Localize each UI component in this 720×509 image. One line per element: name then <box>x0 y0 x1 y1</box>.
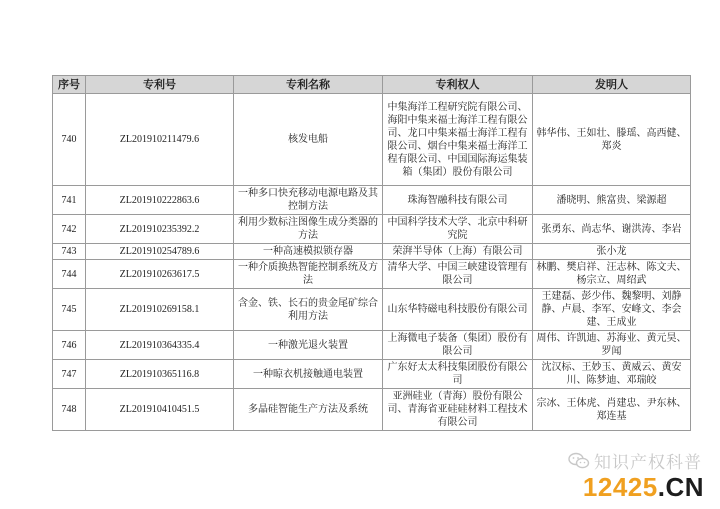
cell-patent-name: 一种高速模拟锁存器 <box>234 244 383 260</box>
cell-inventors: 张小龙 <box>533 244 691 260</box>
table-row <box>53 331 691 360</box>
header-owner: 专利权人 <box>383 76 533 94</box>
cell-inventors: 宗冰、王体虎、肖建忠、尹东林、郑连基 <box>533 389 691 431</box>
cell-patent-no: ZL201910263617.5 <box>86 260 234 289</box>
cell-patent-name: 一种多口快充移动电源电路及其控制方法 <box>234 186 383 215</box>
cell-inventors: 韩华伟、王如壮、滕瑶、高西健、郑炎 <box>533 94 691 186</box>
site-logo-number: 12425 <box>582 472 658 502</box>
cell-owner: 亚洲硅业（青海）股份有限公司、青海省亚硅硅材料工程技术有限公司 <box>383 389 533 431</box>
table-row <box>53 389 691 431</box>
cell-inventors: 王建磊、彭少伟、魏黎明、刘静静、卢晨、李军、安峰文、李会建、王成业 <box>533 289 691 331</box>
cell-owner: 广东好太太科技集团股份有限公司 <box>383 360 533 389</box>
cell-owner: 山东华特磁电科技股份有限公司 <box>383 289 533 331</box>
cell-patent-no: ZL201910364335.4 <box>86 331 234 360</box>
cell-index: 740 <box>53 94 86 186</box>
cell-owner: 珠海智融科技有限公司 <box>383 186 533 215</box>
cell-patent-name: 利用少数标注图像生成分类器的方法 <box>234 215 383 244</box>
table-row <box>53 94 691 186</box>
cell-index: 746 <box>53 331 86 360</box>
cell-index: 744 <box>53 260 86 289</box>
cell-patent-name: 核发电船 <box>234 94 383 186</box>
cell-inventors: 潘晓明、熊富贵、梁源超 <box>533 186 691 215</box>
cell-index: 747 <box>53 360 86 389</box>
site-logo-domain: .CN <box>657 472 704 502</box>
cell-owner: 上海微电子装备（集团）股份有限公司 <box>383 331 533 360</box>
cell-patent-no: ZL201910211479.6 <box>86 94 234 186</box>
watermark <box>568 448 702 473</box>
header-patent-name: 专利名称 <box>234 76 383 94</box>
header-index: 序号 <box>53 76 86 94</box>
table-row <box>53 215 691 244</box>
cell-patent-name: 一种激光退火装置 <box>234 331 383 360</box>
table-row <box>53 360 691 389</box>
header-row <box>53 76 691 94</box>
cell-owner: 中国科学技术大学、北京中科研究院 <box>383 215 533 244</box>
cell-patent-name: 一种晾衣机接触通电装置 <box>234 360 383 389</box>
cell-inventors: 林鹏、樊启祥、汪志林、陈文夫、杨宗立、周绍武 <box>533 260 691 289</box>
table-row <box>53 186 691 215</box>
cell-patent-no: ZL201910254789.6 <box>86 244 234 260</box>
cell-inventors: 周伟、许凯迪、苏海业、黄元昊、罗闻 <box>533 331 691 360</box>
cell-index: 748 <box>53 389 86 431</box>
cell-owner: 清华大学、中国三峡建设管理有限公司 <box>383 260 533 289</box>
cell-patent-no: ZL201910235392.2 <box>86 215 234 244</box>
cell-inventors: 沈汉标、王妙玉、黄威云、黄安川、陈梦迪、邓瑞皎 <box>533 360 691 389</box>
cell-index: 742 <box>53 215 86 244</box>
cell-patent-no: ZL201910222863.6 <box>86 186 234 215</box>
table-row <box>53 260 691 289</box>
cell-patent-no: ZL201910365116.8 <box>86 360 234 389</box>
cell-patent-name: 含金、铁、长石的贵金尾矿综合利用方法 <box>234 289 383 331</box>
cell-inventors: 张勇东、尚志华、谢洪涛、李岩 <box>533 215 691 244</box>
cell-index: 743 <box>53 244 86 260</box>
cell-owner: 中集海洋工程研究院有限公司、海阳中集来福士海洋工程有限公司、龙口中集来福士海洋工程有限公司、烟台中集来福士海洋工程有限公司、中国国际海运集装箱（集团）股份有限公司 <box>383 94 533 186</box>
cell-patent-name: 多晶硅智能生产方法及系统 <box>234 389 383 431</box>
cell-index: 741 <box>53 186 86 215</box>
header-inventors: 发明人 <box>533 76 691 94</box>
watermark-text: 知识产权科普 <box>594 453 702 473</box>
site-logo <box>583 472 704 503</box>
cell-patent-no: ZL201910410451.5 <box>86 389 234 431</box>
table-row <box>53 244 691 260</box>
cell-owner: 荣湃半导体（上海）有限公司 <box>383 244 533 260</box>
cell-patent-name: 一种介质换热智能控制系统及方法 <box>234 260 383 289</box>
cell-index: 745 <box>53 289 86 331</box>
wechat-icon <box>568 452 590 470</box>
patent-table <box>52 75 691 431</box>
header-patent-no: 专利号 <box>86 76 234 94</box>
cell-patent-no: ZL201910269158.1 <box>86 289 234 331</box>
table-row <box>53 289 691 331</box>
